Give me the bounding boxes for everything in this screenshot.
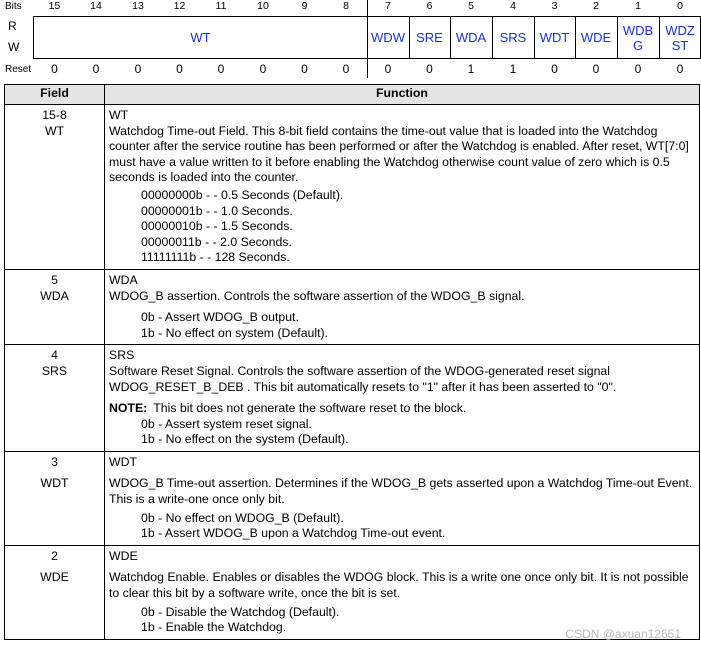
reset-value: 1: [467, 62, 475, 76]
field-wdzst-line2: ST: [671, 37, 689, 53]
function-title: SRS: [109, 348, 135, 363]
function-description: WDOG_B Time-out assertion. Determines if the WDOG_B gets asserted upon a Watchdog Time-out Event. This is a write-one once only bit.: [109, 476, 693, 507]
function-cell: [105, 345, 700, 452]
reset-value: 0: [634, 62, 642, 76]
bit-number: 1: [635, 0, 641, 12]
field-name: WT: [44, 123, 65, 138]
field-bits: 4: [51, 348, 58, 363]
function-description: Watchdog Enable. Enables or disables the WDOG block. This is a write one once only bit. It is not possible to clear this bit by a software write, once the bit is set.: [109, 570, 689, 601]
field-name: WDT: [40, 476, 69, 491]
note-line: [109, 401, 695, 417]
reset-value: 0: [259, 62, 267, 76]
bit-number: 0: [677, 0, 683, 12]
function-title: WDE: [109, 548, 138, 563]
field-wdbg-line2: G: [632, 37, 644, 53]
reset-label: Reset: [5, 64, 32, 75]
reset-value: 0: [384, 62, 392, 76]
note-label: NOTE:: [109, 401, 148, 416]
function-cell: [105, 269, 700, 344]
reset-value: 1: [509, 62, 517, 76]
bit-number: 12: [173, 0, 186, 12]
bit-number: 8: [343, 0, 349, 12]
field-bits: 3: [51, 454, 58, 469]
option-line: 0b - No effect on WDOG_B (Default).: [141, 510, 344, 525]
bit-number: 4: [510, 0, 516, 12]
function-cell: [105, 451, 700, 545]
note-text: This bit does not generate the software reset to the block.: [153, 401, 467, 416]
field-description-table: [4, 84, 700, 640]
table-row: [5, 345, 700, 452]
field-cell: [5, 105, 105, 270]
bit-number: 2: [593, 0, 599, 12]
function-description: WDOG_B assertion. Controls the software assertion of the WDOG_B signal.: [109, 288, 525, 303]
field-wdbg: [617, 16, 659, 59]
field-bits: 15-8: [42, 108, 67, 122]
write-label: W: [8, 40, 20, 54]
function-description: Watchdog Time-out Field. This 8-bit field contains the time-out value that is loaded into the Watchdog counter after the service routine has been performed or after the Watchdog is enabled. After reset, WT[7:0] must have a value written to it before enabling the Watchdog otherwise count value of zero which is 0.5 seconds is loaded into the counter.: [109, 123, 689, 185]
function-title: WDT: [109, 454, 137, 469]
field-name: WDA: [40, 288, 69, 303]
table-row: [5, 269, 700, 344]
bit-number: 6: [426, 0, 433, 12]
reset-value: 0: [426, 62, 433, 76]
table-row: [5, 545, 700, 639]
table-header-row: [5, 85, 700, 105]
option-line: 1b - No effect on the system (Default).: [141, 432, 349, 447]
function-description: Software Reset Signal. Controls the software assertion of the WDOG-generated reset signal WDOG_RESET_B_DEB . This bit automatically resets to "1" after it has been asserted to "0".: [109, 363, 617, 394]
bit-number: 10: [257, 0, 269, 12]
field-srs: SRS: [499, 30, 527, 45]
reset-value: 0: [676, 62, 684, 76]
field-wda: WDA: [455, 30, 487, 45]
watermark: CSDN @axuan12651: [565, 627, 681, 641]
bit-number: 9: [301, 0, 308, 12]
reset-value: 0: [342, 62, 350, 76]
bit-number: 7: [385, 0, 391, 12]
option-line: 1b - Enable the Watchdog.: [141, 620, 287, 635]
field-wdzst-line1: WDZ: [665, 22, 695, 38]
function-title: WT: [109, 108, 129, 122]
field-wdbg-line1: WDB: [622, 22, 654, 38]
option-line: 00000011b - - 2.0 Seconds.: [141, 234, 292, 249]
option-line: 1b - Assert WDOG_B upon a Watchdog Time-out event.: [141, 526, 446, 541]
option-line: 0b - Assert WDOG_B output.: [141, 310, 299, 325]
field-bits: 5: [51, 272, 58, 287]
option-line: 00000001b - - 1.0 Seconds.: [141, 203, 293, 218]
reset-value: 0: [92, 62, 100, 76]
read-label: R: [8, 19, 17, 33]
field-wt: WT: [190, 30, 211, 45]
register-diagram: [0, 0, 701, 80]
field-wde: WDE: [580, 30, 612, 45]
bit-number: 3: [551, 0, 558, 12]
reset-value: 0: [551, 62, 558, 76]
table-row: [5, 105, 700, 270]
table-row: [5, 451, 700, 545]
function-column-header: Function: [105, 85, 700, 105]
reset-value: 0: [301, 62, 308, 76]
field-wdw: WDW: [371, 30, 405, 45]
bit-number: 15: [48, 0, 61, 12]
function-cell: [105, 545, 700, 639]
option-line: 00000000b - - 0.5 Seconds (Default).: [141, 187, 344, 202]
field-name: SRS: [41, 363, 68, 378]
option-line: 11111111b - - 128 Seconds.: [141, 250, 290, 265]
reset-value: 0: [134, 62, 142, 76]
option-line: 1b - No effect on system (Default).: [141, 325, 329, 340]
reset-value: 0: [51, 62, 58, 76]
field-cell: [5, 269, 105, 344]
field-cell: [5, 451, 105, 545]
field-name: WDE: [40, 570, 69, 585]
bit-number: 13: [132, 0, 144, 12]
field-cell: [5, 345, 105, 452]
option-line: 0b - Assert system reset signal.: [141, 416, 312, 431]
option-line: 0b - Disable the Watchdog (Default).: [141, 604, 340, 619]
bit-number: 14: [90, 0, 102, 12]
field-sre: SRE: [416, 30, 443, 45]
reset-value: 0: [592, 62, 600, 76]
field-wdzst: [659, 16, 701, 59]
field-cell: [5, 545, 105, 639]
field-column-header: Field: [5, 85, 105, 105]
reset-value: 0: [217, 62, 225, 76]
bit-number: 11: [215, 0, 227, 12]
field-bits: 2: [51, 548, 58, 563]
reset-value: 0: [176, 62, 183, 76]
option-line: 00000010b - - 1.5 Seconds.: [141, 219, 293, 234]
field-wdt: WDT: [539, 30, 570, 45]
bits-label: Bits: [5, 1, 22, 12]
bit-number: 5: [468, 0, 474, 12]
function-title: WDA: [109, 272, 138, 287]
function-cell: [105, 105, 700, 270]
